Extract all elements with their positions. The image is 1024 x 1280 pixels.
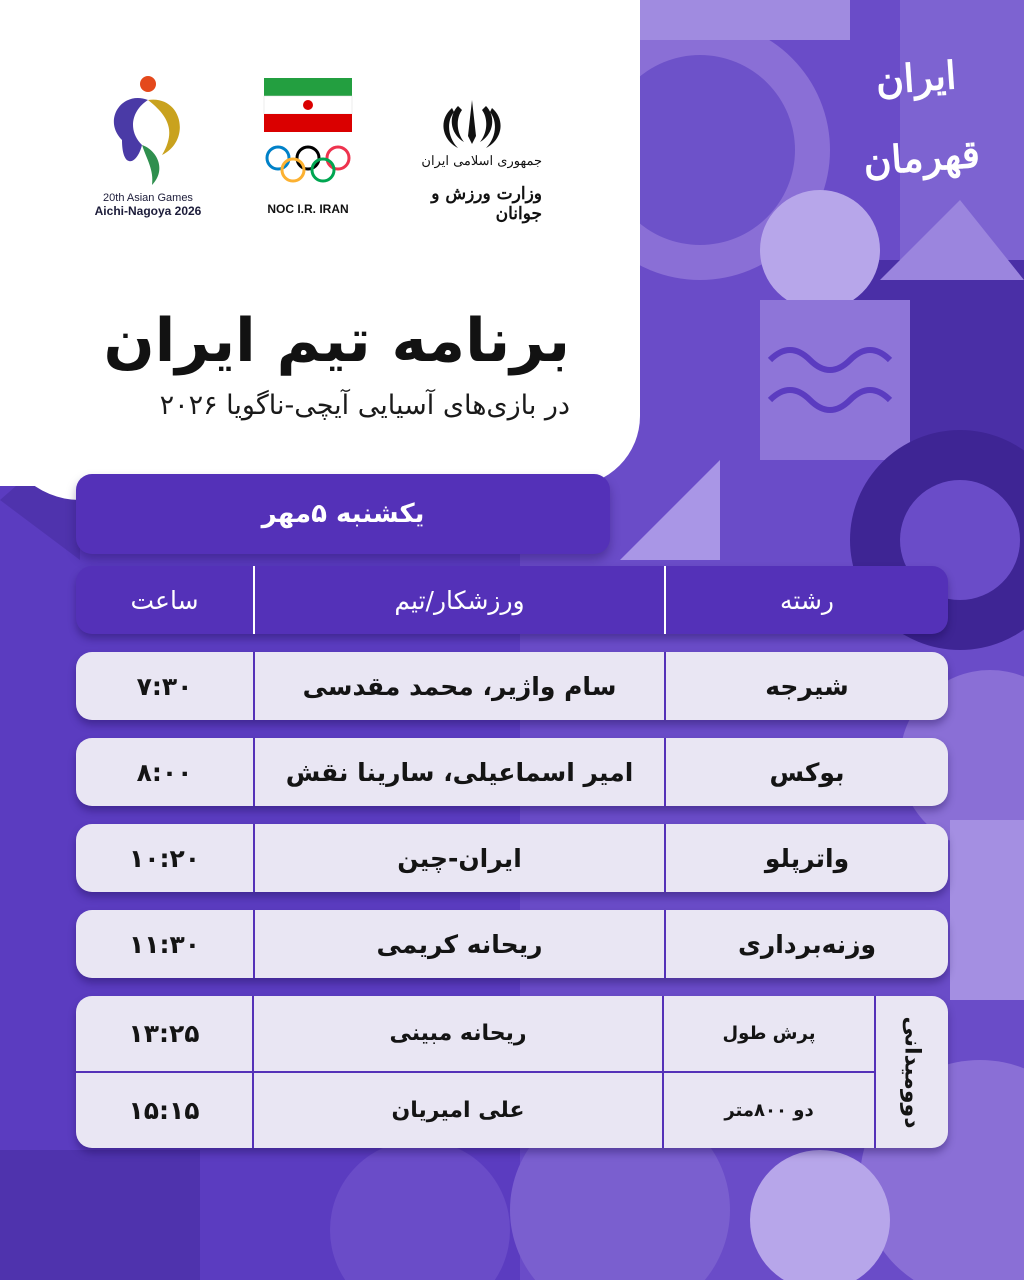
row-athlete: ریحانه کریمی	[253, 910, 664, 978]
ministry-line1: جمهوری اسلامی ایران	[421, 154, 542, 169]
row-time: ۱۰:۲۰	[128, 843, 201, 873]
date-banner: یکشنبه ۵مهر	[76, 474, 610, 554]
table-row	[76, 910, 948, 978]
athletics-group	[76, 996, 948, 1148]
header-sport: رشته	[664, 566, 948, 634]
row-sport: بوکس	[664, 738, 948, 806]
asian-games-caption-line2: Aichi-Nagoya 2026	[94, 204, 202, 218]
table-header-row	[76, 566, 948, 634]
header-athlete: ورزشکار/تیم	[253, 566, 664, 634]
row-time: ۸:۰۰	[136, 757, 193, 787]
page-subtitle: در بازی‌های آسیایی آیچی-ناگویا ۲۰۲۶	[159, 390, 570, 421]
row-time: ۱۱:۳۰	[128, 929, 201, 959]
ministry-logo	[392, 96, 552, 226]
group-category	[876, 996, 948, 1148]
row-athlete: امیر اسماعیلی، سارینا نقش	[253, 738, 664, 806]
table-row	[76, 738, 948, 806]
header-time: ساعت	[130, 585, 199, 615]
row-time: ۷:۳۰	[136, 671, 193, 701]
group-row-time: ۱۵:۱۵	[128, 1096, 200, 1125]
group-category-label: دوومیدانی	[899, 1015, 925, 1129]
iran-emblem-icon	[392, 96, 552, 152]
asian-games-emblem-icon	[82, 70, 214, 190]
brand-watermark: ایران قهرمان	[861, 52, 982, 184]
group-row-athlete: علی امیریان	[391, 1098, 525, 1123]
noc-iran-logo	[258, 78, 358, 220]
asian-games-caption	[82, 192, 214, 218]
iran-flag-olympic-rings-icon	[258, 78, 358, 198]
group-row-time: ۱۳:۲۵	[128, 1019, 200, 1048]
row-athlete: سام واژیر، محمد مقدسی	[253, 652, 664, 720]
asian-games-logo	[82, 70, 214, 220]
noc-caption: NOC I.R. IRAN	[267, 202, 349, 216]
row-athlete: ایران-چین	[253, 824, 664, 892]
row-sport: وزنه‌برداری	[664, 910, 948, 978]
group-row-event: دو ۸۰۰متر	[724, 1100, 814, 1121]
row-sport: واترپلو	[664, 824, 948, 892]
row-sport: شیرجه	[664, 652, 948, 720]
table-row	[76, 824, 948, 892]
table-row	[76, 652, 948, 720]
page-title: برنامه تیم ایران	[103, 306, 570, 376]
group-row-event: پرش طول	[722, 1023, 816, 1044]
ministry-line2: وزارت ورزش و جوانان	[431, 184, 542, 224]
group-row-athlete: ریحانه مبینی	[389, 1021, 527, 1046]
asian-games-caption-line1: 20th Asian Games	[103, 192, 193, 204]
